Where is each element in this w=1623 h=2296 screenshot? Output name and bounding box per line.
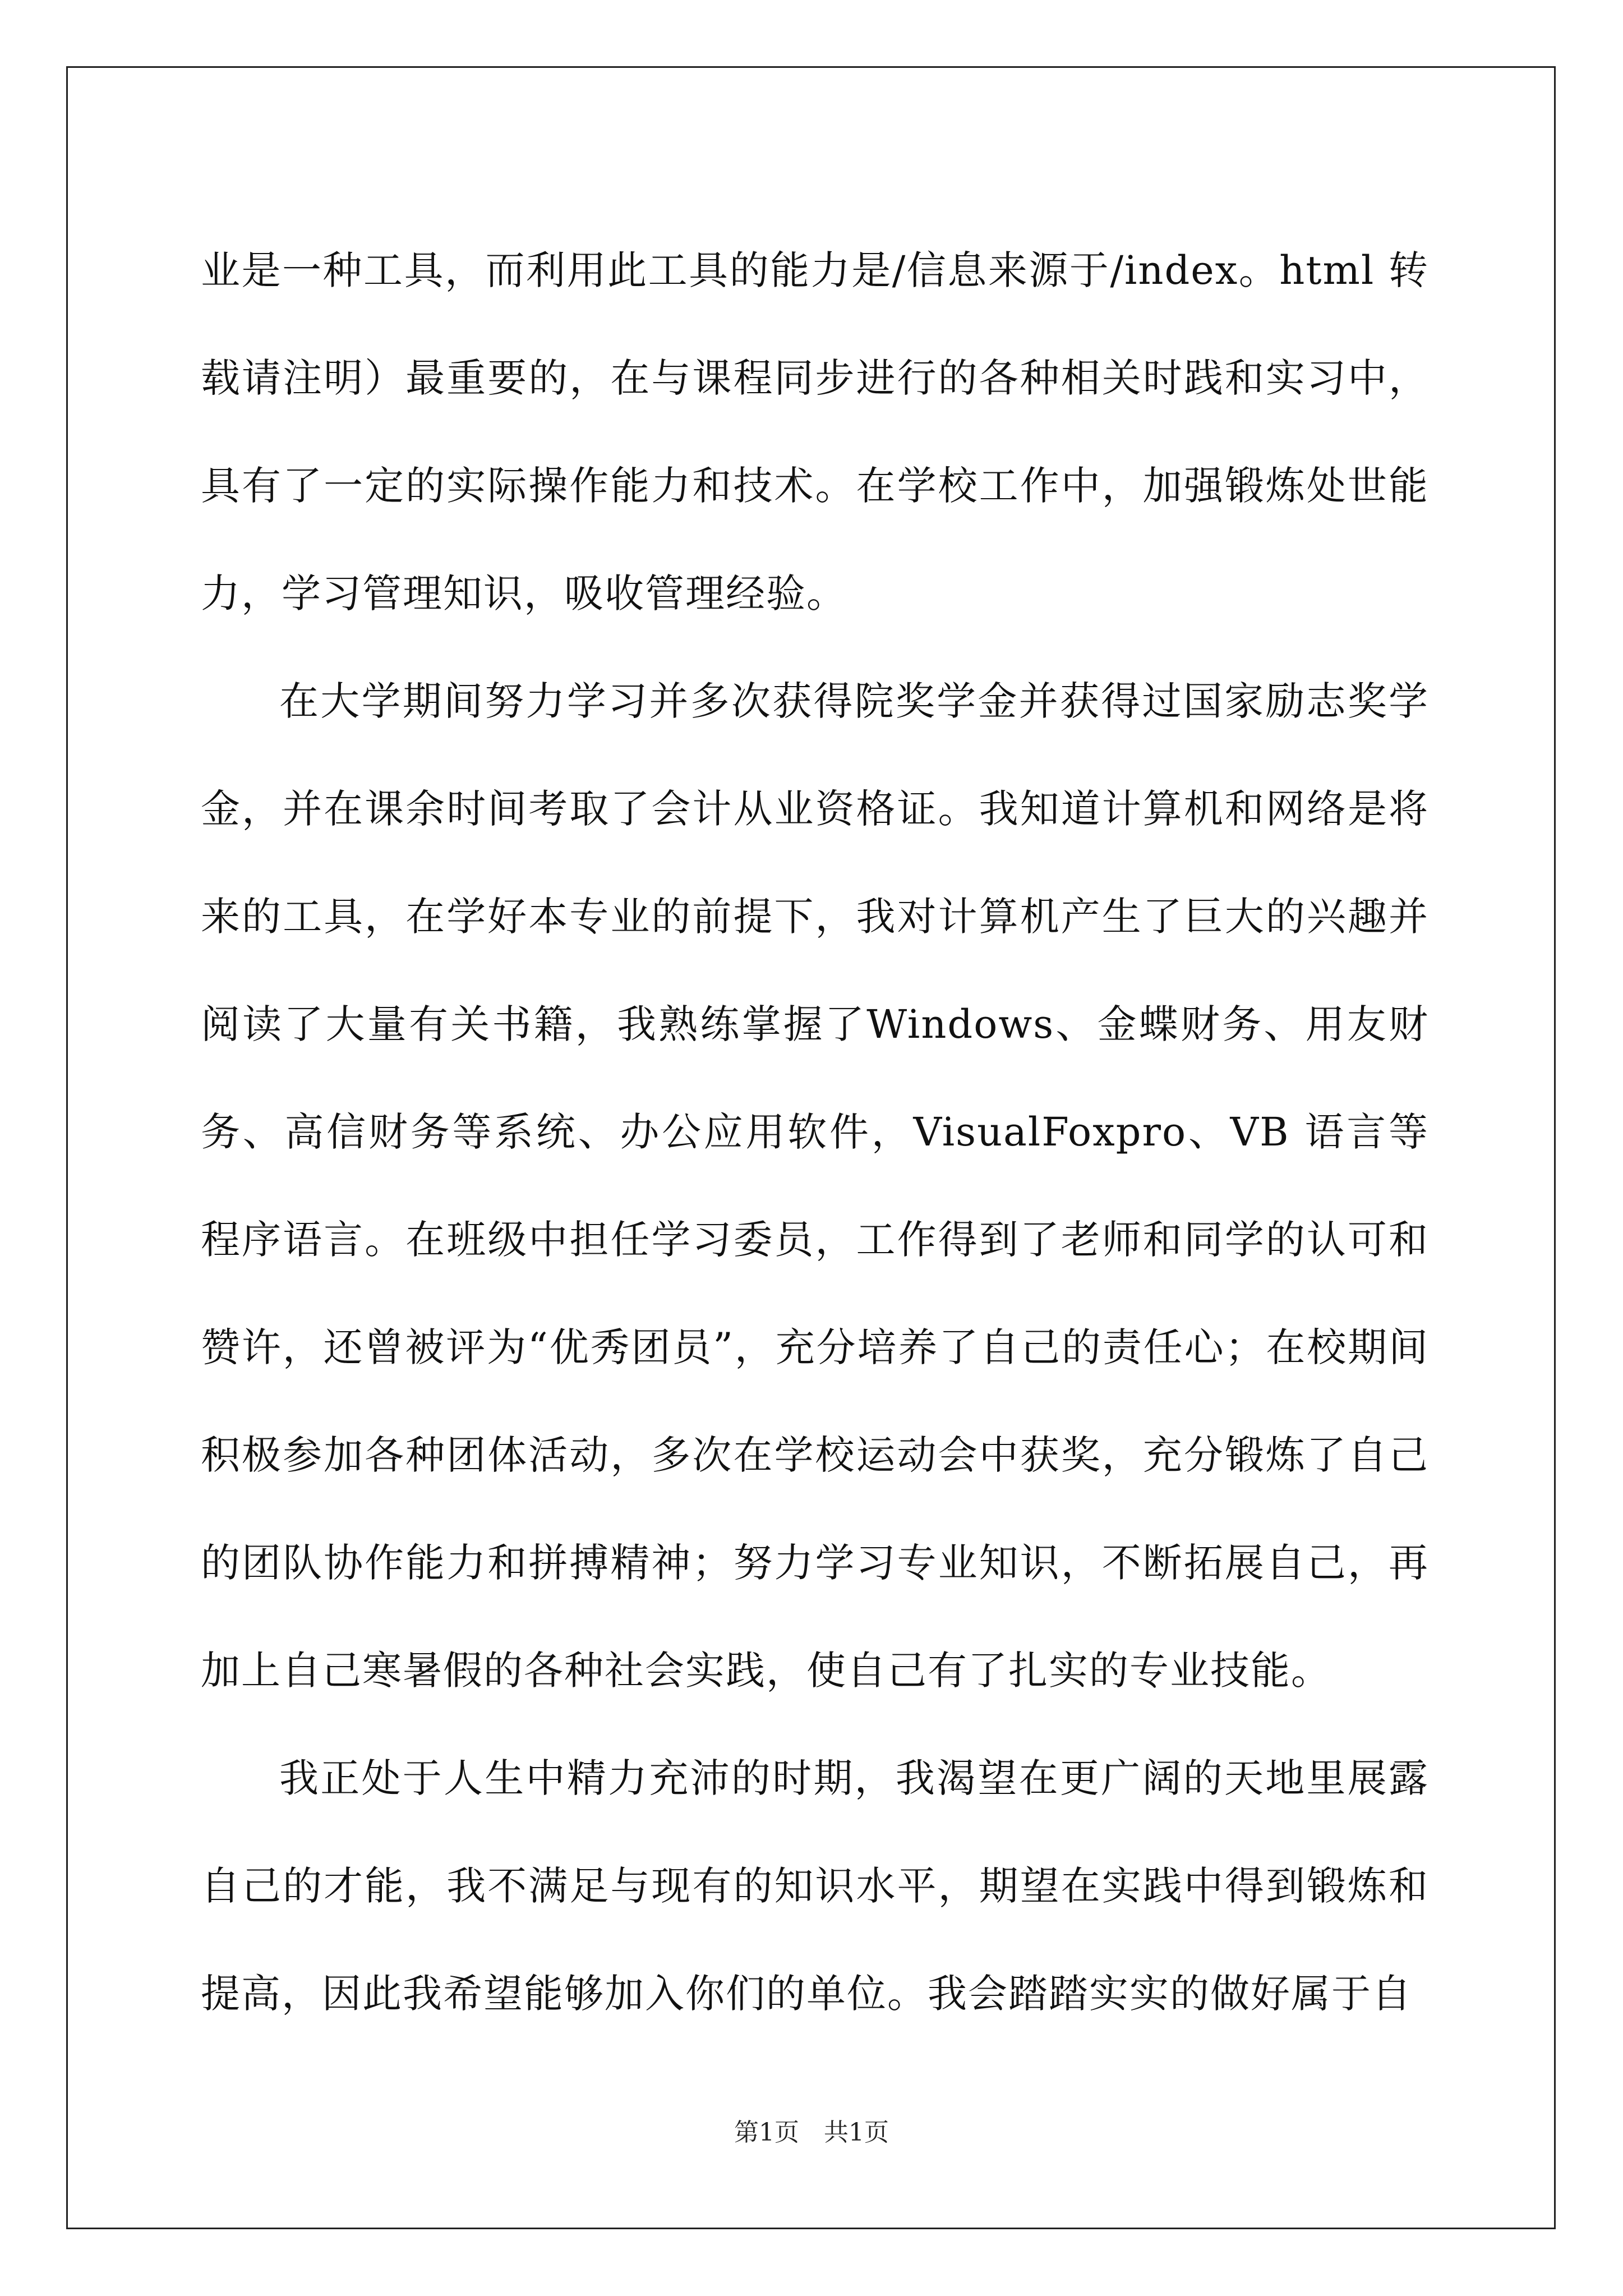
paragraph-2: 在大学期间努力学习并多次获得院奖学金并获得过国家励志奖学金，并在课余时间考取了会计从业资格证。我知道计算机和网络是将来的工具，在学好本专业的前提下，我对计算机产生了巨大的兴趣并阅读了大量有关书籍，我熟练掌握了Windows、金蝶财务、用友财务、高信财务等系统、办公应用软件，VisualFoxpro、VB 语言等程序语言。在班级中担任学习委员，工作得到了老师和同学的认可和赞许，还曾被评为“优秀团员”，充分培养了自己的责任心；在校期间积极参加各种团体活动，多次在学校运动会中获奖，充分锻炼了自己的团队协作能力和拼搏精神；努力学习专业知识，不断拓展自己，再加上自己寒暑假的各种社会实践，使自己有了扎实的专业技能。 (201, 678, 1429, 1694)
page-footer: 第1页 共1页 (734, 2118, 889, 2147)
paragraph-1: 业是一种工具，而利用此工具的能力是/信息来源于/index。html 转载请注明）最重要的，在与课程同步进行的各种相关时践和实习中，具有了一定的实际操作能力和技术。在学校工作中，加强锻炼处世能力，学习管理知识，吸收管理经验。 (201, 247, 1429, 616)
paragraph-3: 我正处于人生中精力充沛的时期，我渴望在更广阔的天地里展露自己的才能，我不满足与现有的知识水平，期望在实践中得到锻炼和提高，因此我希望能够加入你们的单位。我会踏踏实实的做好属于自 (201, 1755, 1429, 2017)
document-body (201, 217, 1429, 2047)
